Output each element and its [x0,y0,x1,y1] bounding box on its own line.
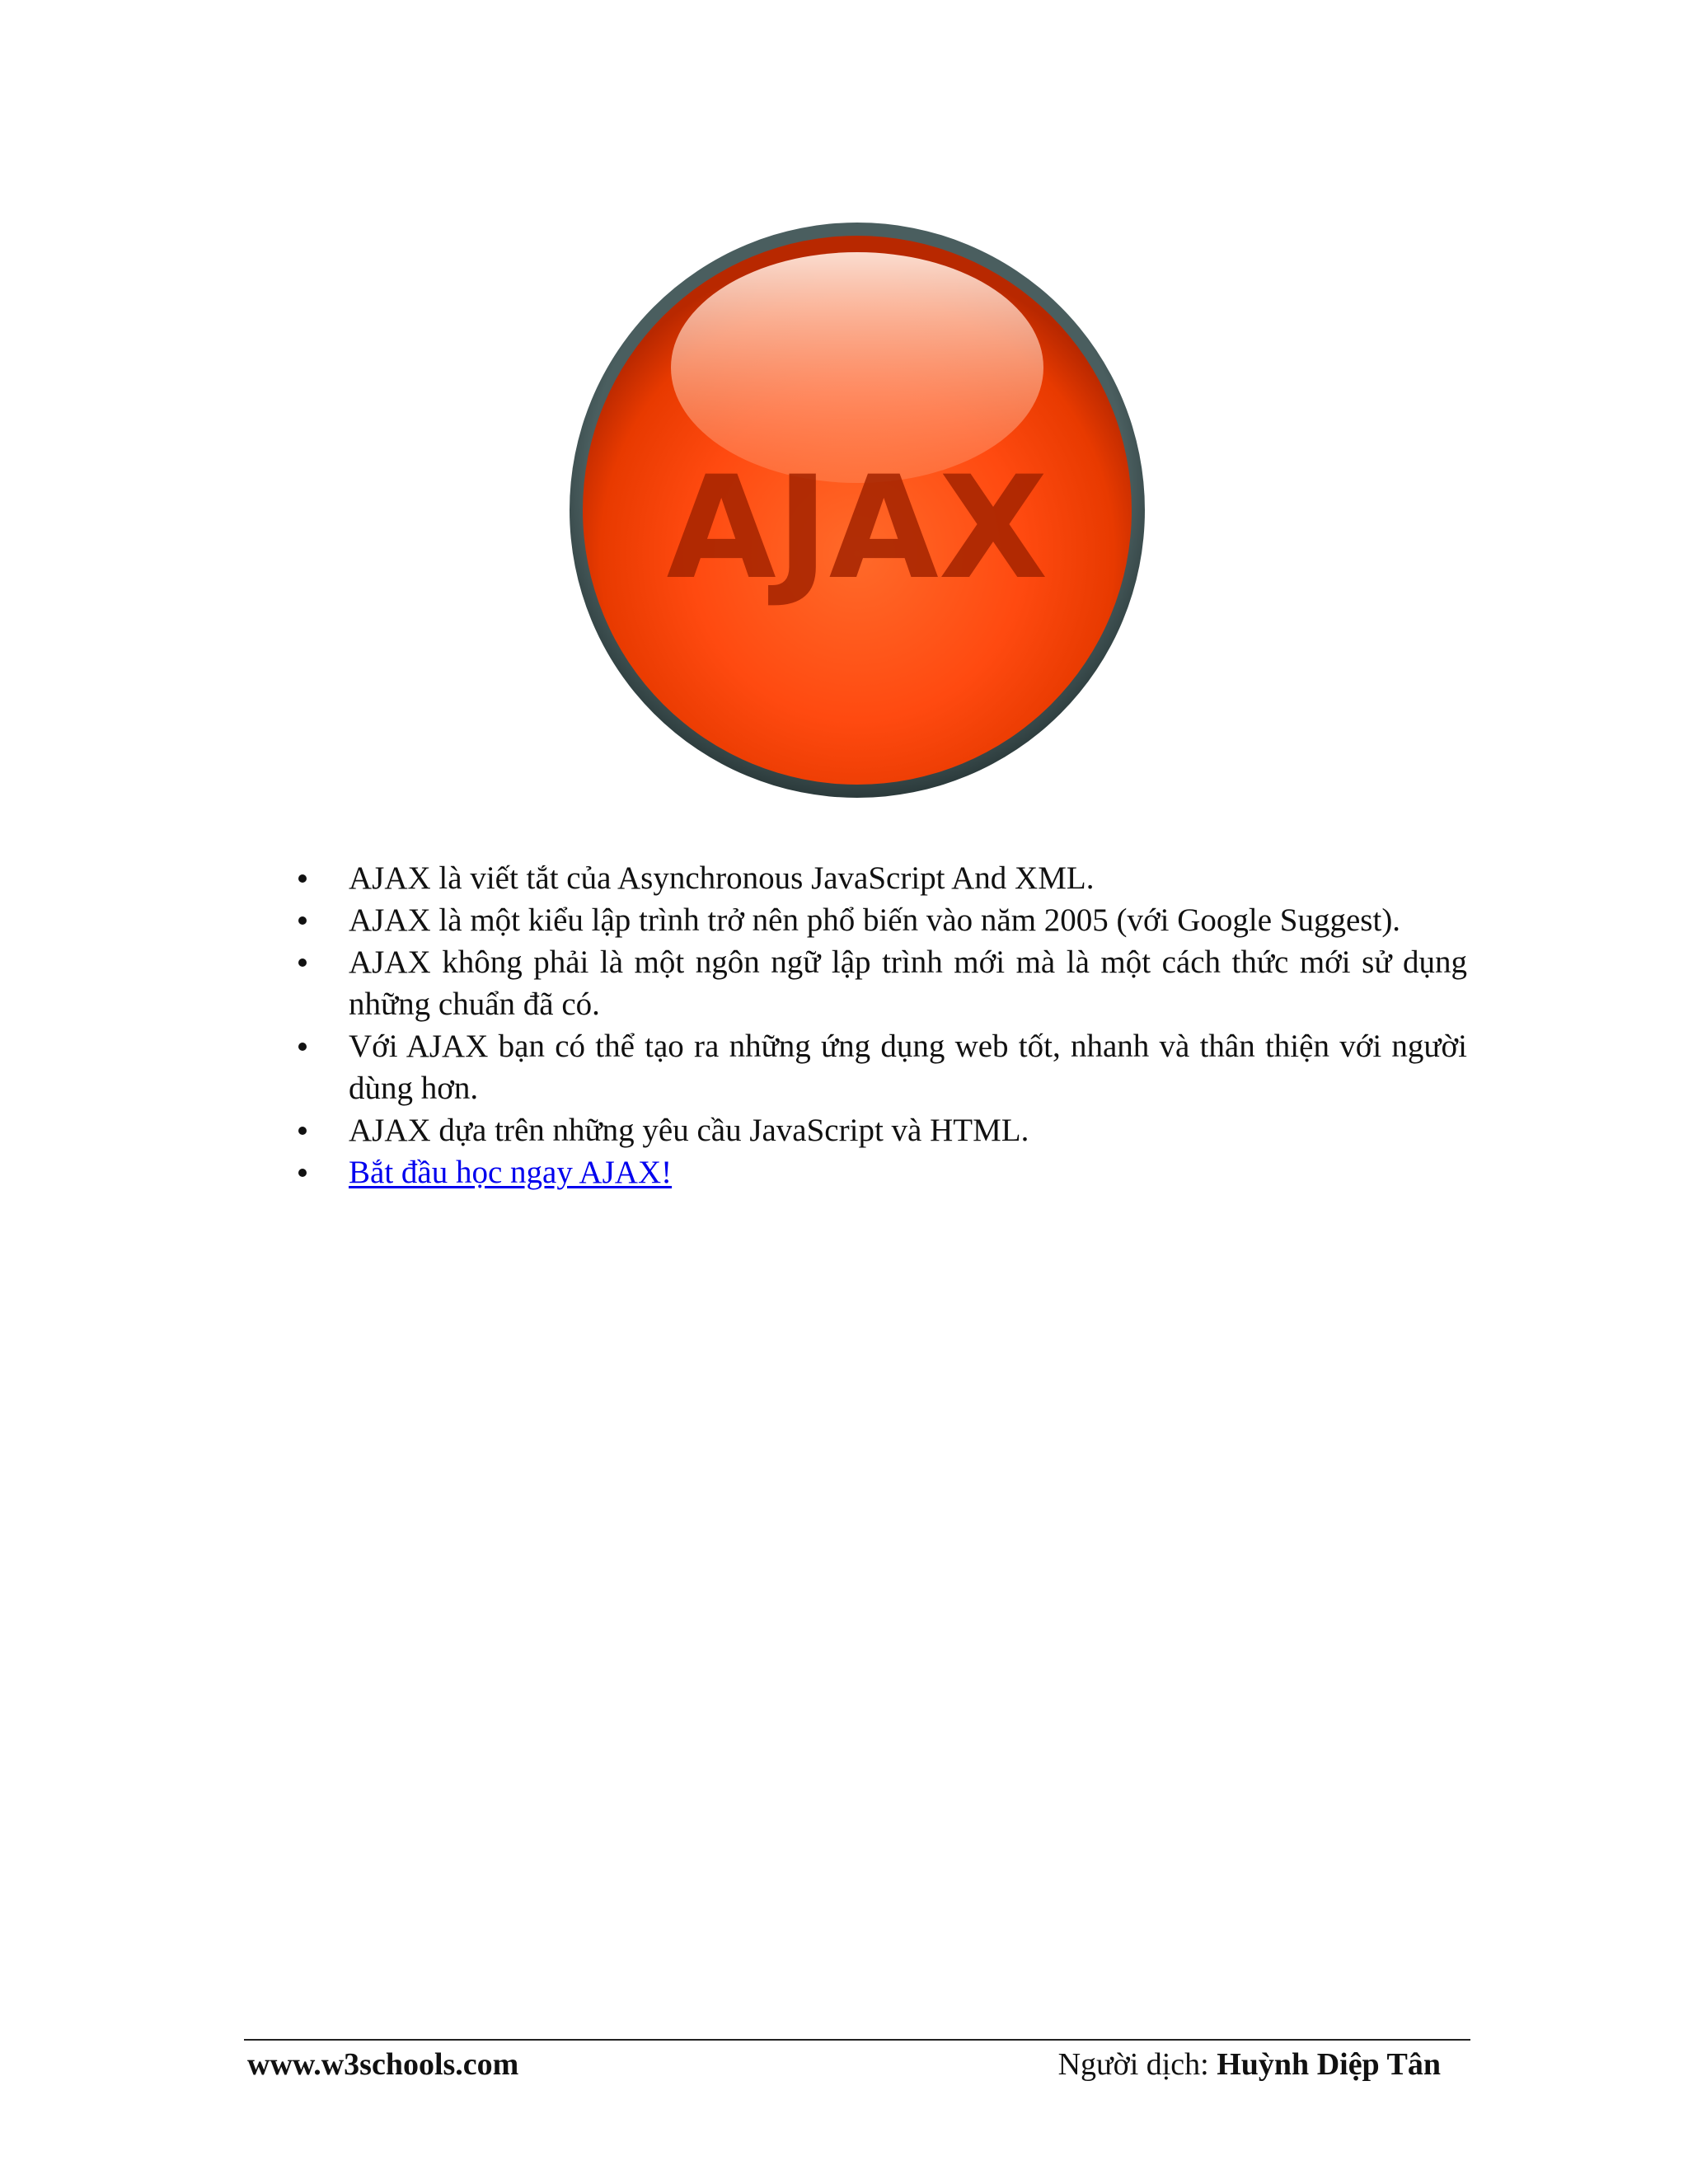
translator-label: Người dịch: [1057,2047,1217,2082]
footer-divider [244,2039,1470,2041]
list-item: AJAX là viết tắt của Asynchronous JavaScript And XML. [293,857,1467,899]
ajax-logo [569,221,1146,799]
logo-text: AJAX [666,445,1048,611]
feature-list [293,857,1467,1193]
footer-translator [1058,2046,1441,2083]
ajax-orb-icon [569,221,1146,799]
start-learning-link[interactable]: Bắt đầu học ngay AJAX! [349,1155,673,1190]
list-item: Với AJAX bạn có thể tạo ra những ứng dụng web tốt, nhanh và thân thiện với người dùng hơn. [293,1025,1467,1109]
list-item: AJAX dựa trên những yêu cầu JavaScript và HTML. [293,1109,1467,1151]
translator-name: Huỳnh Diệp Tân [1217,2047,1441,2082]
list-item: AJAX là một kiểu lập trình trở nên phổ biến vào năm 2005 (với Google Suggest). [293,899,1467,941]
footer-site: www.w3schools.com [247,2047,519,2082]
list-item: AJAX không phải là một ngôn ngữ lập trình mới mà là một cách thức mới sử dụng những chuẩn đã có. [293,941,1467,1025]
list-item-link [293,1151,1467,1193]
